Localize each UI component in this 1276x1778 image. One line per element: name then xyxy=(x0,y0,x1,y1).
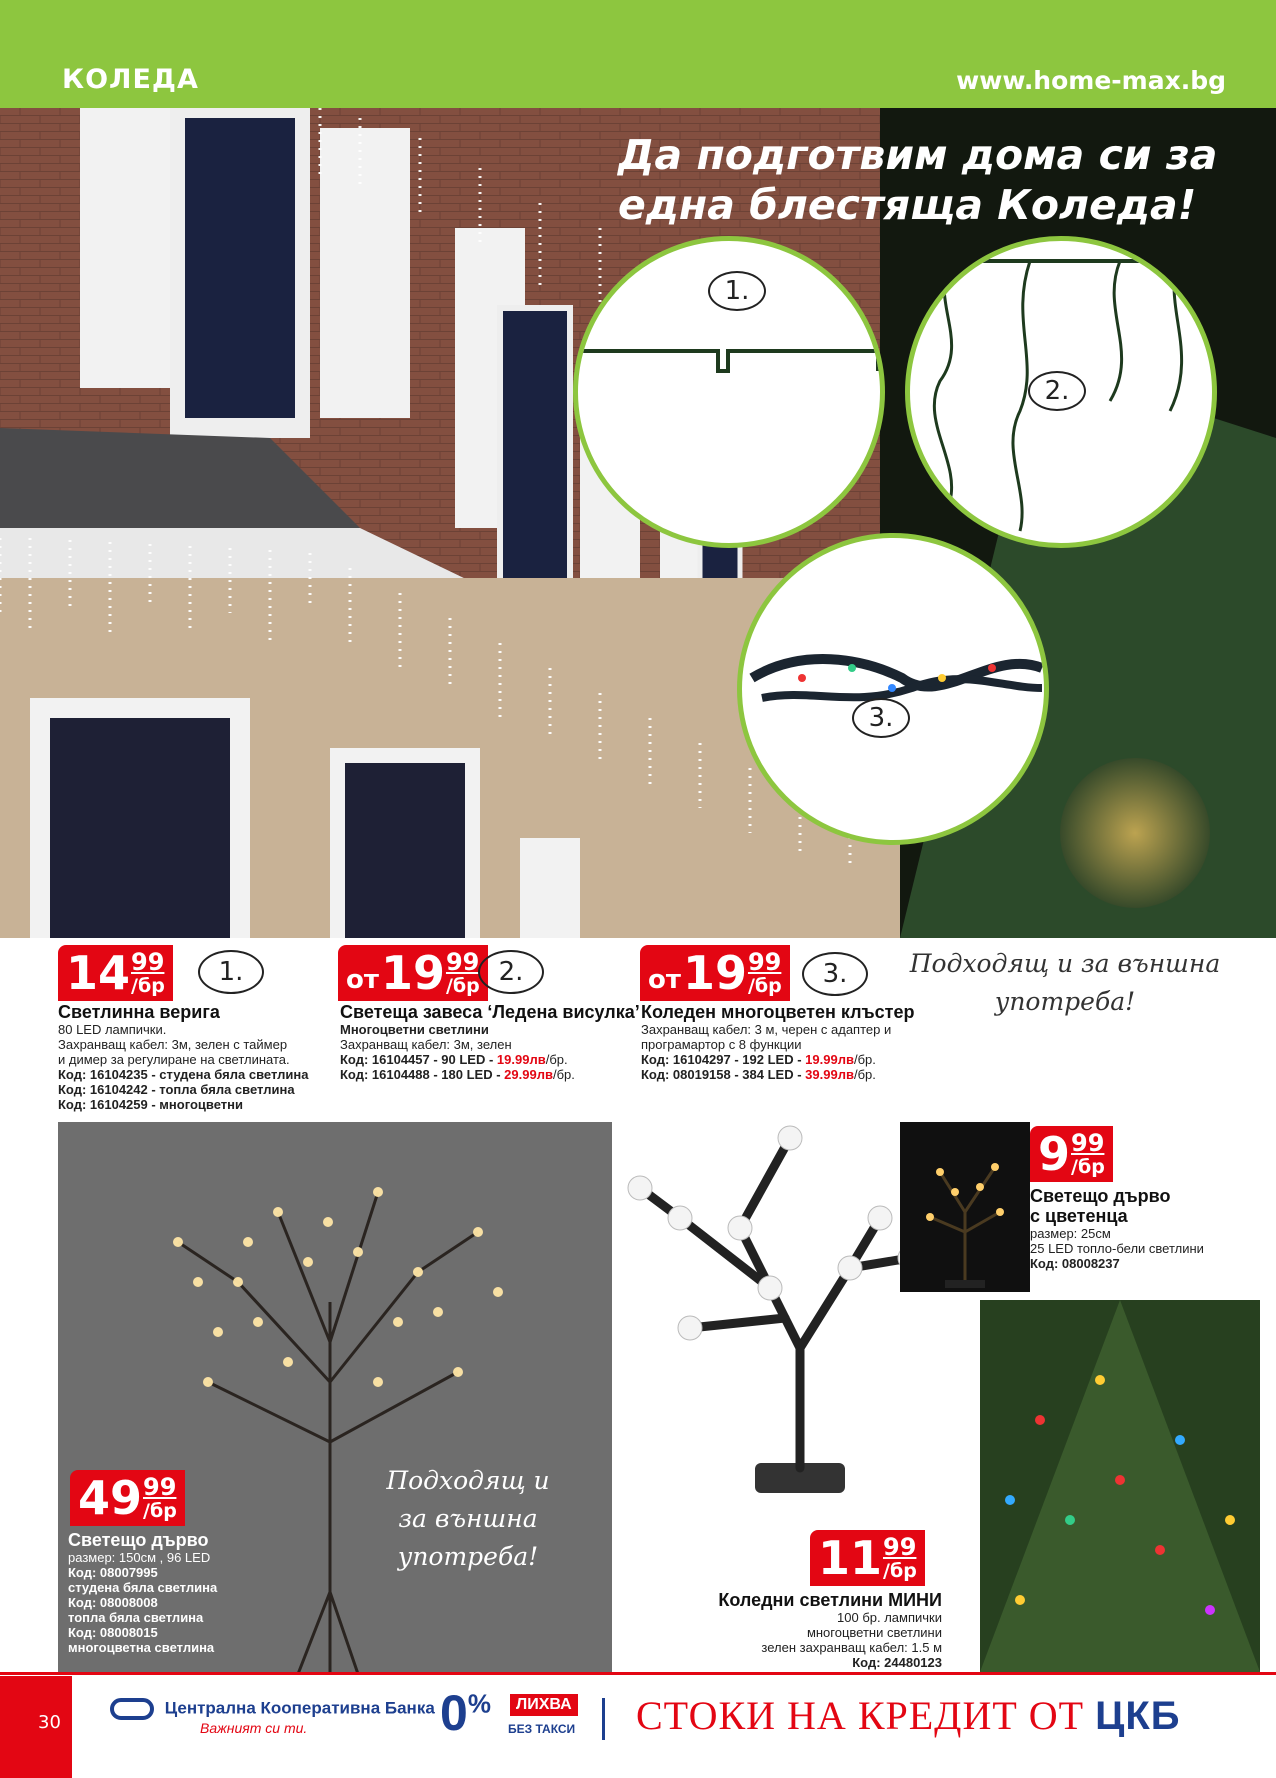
product-code: Код: 16104259 - многоцветни xyxy=(58,1097,243,1112)
cluster-lights-detail xyxy=(742,538,1049,845)
product-line: размер: 150см , 96 LED xyxy=(68,1550,211,1565)
zero-interest xyxy=(440,1684,491,1742)
bank-icon xyxy=(110,1698,154,1720)
price-decimal: 99 xyxy=(883,1533,917,1561)
outdoor-note-top xyxy=(895,945,1235,1021)
product-line: многоцветни светлини xyxy=(806,1625,942,1640)
product-number-3: 3. xyxy=(802,952,868,996)
page-number: 30 xyxy=(0,1676,72,1778)
product-line: Захранващ кабел: 3м, зелен с таймер xyxy=(58,1037,288,1052)
product-code-price: 19.99лв xyxy=(805,1052,854,1067)
bank-slogan: Важният си ти. xyxy=(200,1720,308,1736)
big-tree-info xyxy=(68,1530,288,1655)
product-line: 25 LED топло-бели светлини xyxy=(1030,1241,1204,1256)
product-code: Код: 16104488 - 180 LED - xyxy=(340,1067,505,1082)
page-header xyxy=(0,0,1276,108)
product-code: Код: 16104235 - студена бяла светлина xyxy=(58,1067,309,1082)
circle-number-1: 1. xyxy=(708,271,766,311)
product-line: размер: 25см xyxy=(1030,1226,1111,1241)
circle-number-3: 3. xyxy=(852,698,910,738)
product-line: програмартор с 8 функции xyxy=(641,1037,802,1052)
price-unit: /бр xyxy=(1071,1156,1105,1178)
price-integer: 14 xyxy=(66,946,131,1000)
small-light-tree-image xyxy=(900,1122,1030,1292)
price-unit: /бр xyxy=(131,975,165,997)
product-code: Код: 08008015 xyxy=(68,1625,158,1640)
product-code: Код: 08008237 xyxy=(1030,1256,1120,1271)
note-line: Подходящ и за външна xyxy=(909,949,1221,978)
price-integer: 9 xyxy=(1038,1127,1071,1181)
product-line: и димер за регулиране на светлината. xyxy=(58,1052,290,1067)
product-title: Коледен многоцветен клъстер xyxy=(641,1002,915,1022)
price-prefix: от xyxy=(648,965,681,995)
product-line: 100 бр. лампички xyxy=(837,1610,942,1625)
product-code-suffix: /бр. xyxy=(545,1052,568,1067)
category-title: КОЛЕДА xyxy=(62,64,199,95)
price-tag-1 xyxy=(58,945,173,1001)
note-line: употреба! xyxy=(397,1542,539,1571)
product-title: Светещо дърво xyxy=(1030,1186,1171,1206)
product-title: Светеща завеса ‘Ледена висулка’ xyxy=(340,1002,640,1022)
slogan-line-1: Да подготвим дома си за xyxy=(618,131,1218,179)
price-unit: /бр xyxy=(143,1500,177,1522)
price-tag-small-tree xyxy=(1030,1126,1113,1182)
product-info-2 xyxy=(340,1002,640,1082)
product-code-desc: топла бяла светлина xyxy=(68,1610,204,1625)
mini-info xyxy=(700,1590,942,1670)
price-integer: 11 xyxy=(818,1531,883,1585)
product-line: 80 LED лампички. xyxy=(58,1022,167,1037)
price-unit: /бр xyxy=(747,975,782,997)
zero-value: 0 xyxy=(440,1685,468,1741)
note-line: Подходящ и xyxy=(386,1466,550,1495)
detail-circle-1 xyxy=(573,236,885,548)
big-tree-photo xyxy=(58,1122,612,1674)
product-line: Многоцветни светлини xyxy=(340,1022,489,1037)
product-code: Код: 24480123 xyxy=(852,1655,942,1670)
footer-divider xyxy=(0,1672,1276,1675)
note-line: за външна xyxy=(398,1504,538,1533)
product-code: Код: 16104457 - 90 LED - xyxy=(340,1052,497,1067)
interest-badge: ЛИХВА xyxy=(510,1694,578,1716)
product-line: зелен захранващ кабел: 1.5 м xyxy=(761,1640,942,1655)
percent-sign: % xyxy=(467,1688,491,1719)
detail-circle-3 xyxy=(737,533,1049,845)
product-code: Код: 16104297 - 192 LED - xyxy=(641,1052,806,1067)
price-unit: /бр xyxy=(883,1560,917,1582)
price-decimal: 99 xyxy=(445,948,480,976)
price-integer: 49 xyxy=(78,1471,143,1525)
price-tag-3 xyxy=(640,945,790,1001)
price-decimal: 99 xyxy=(131,948,165,976)
price-integer: 19 xyxy=(380,946,445,1000)
product-line: Захранващ кабел: 3м, зелен xyxy=(340,1037,512,1052)
small-tree-photo xyxy=(900,1122,1030,1292)
price-decimal: 99 xyxy=(143,1473,177,1501)
product-number-2: 2. xyxy=(478,950,544,994)
circle-number-2: 2. xyxy=(1028,371,1086,411)
product-title: Светлинна верига xyxy=(58,1002,220,1022)
product-code: Код: 08007995 xyxy=(68,1565,158,1580)
credit-text: СТОКИ НА КРЕДИТ ОТ xyxy=(636,1693,1096,1738)
hero-slogan xyxy=(618,130,1258,230)
product-code-suffix: /бр. xyxy=(552,1067,575,1082)
price-decimal: 99 xyxy=(1071,1129,1105,1157)
bank-logo[interactable] xyxy=(110,1698,435,1736)
bank-name: Централна Кооперативна Банка xyxy=(164,1698,435,1718)
product-code: Код: 16104242 - топла бяла светлина xyxy=(58,1082,295,1097)
product-code-desc: многоцветна светлина xyxy=(68,1640,215,1655)
price-unit: /бр xyxy=(445,975,480,997)
product-title: Коледни светлини МИНИ xyxy=(718,1590,942,1610)
small-tree-info xyxy=(1030,1186,1250,1271)
price-prefix: от xyxy=(346,965,379,995)
product-code: Код: 08008008 xyxy=(68,1595,158,1610)
product-title-2: с цветенца xyxy=(1030,1206,1128,1226)
product-code-price: 19.99лв xyxy=(496,1052,546,1067)
product-code-suffix: /бр. xyxy=(853,1052,876,1067)
product-code-price: 39.99лв xyxy=(805,1067,854,1082)
product-number-1: 1. xyxy=(198,950,264,994)
note-line: употреба! xyxy=(994,987,1136,1016)
product-code-desc: студена бяла светлина xyxy=(68,1580,218,1595)
footer-separator xyxy=(602,1698,605,1740)
price-integer: 19 xyxy=(682,946,747,1000)
price-tag-mini xyxy=(810,1530,925,1586)
product-line: Захранващ кабел: 3 м, черен с адаптер и xyxy=(641,1022,892,1037)
credit-brand: ЦКБ xyxy=(1095,1694,1181,1738)
product-info-1 xyxy=(58,1002,348,1112)
slogan-line-2: една блестяща Коледа! xyxy=(618,181,1197,229)
product-code-price: 29.99лв xyxy=(504,1067,553,1082)
price-tag-2 xyxy=(338,945,488,1001)
price-decimal: 99 xyxy=(747,948,782,976)
website-url[interactable]: www.home-max.bg xyxy=(956,66,1226,95)
price-tag-big-tree xyxy=(70,1470,185,1526)
christmas-tree-photo xyxy=(980,1300,1260,1672)
christmas-tree-image xyxy=(980,1300,1260,1672)
product-title: Светещо дърво xyxy=(68,1530,209,1550)
credit-banner[interactable] xyxy=(636,1692,1181,1739)
outdoor-note-tree xyxy=(368,1462,568,1576)
detail-circle-2 xyxy=(905,236,1217,548)
no-fees-label: БЕЗ ТАКСИ xyxy=(508,1722,576,1736)
product-code: Код: 08019158 - 384 LED - xyxy=(641,1067,806,1082)
product-code-suffix: /бр. xyxy=(853,1067,876,1082)
hero-image xyxy=(0,108,1276,938)
